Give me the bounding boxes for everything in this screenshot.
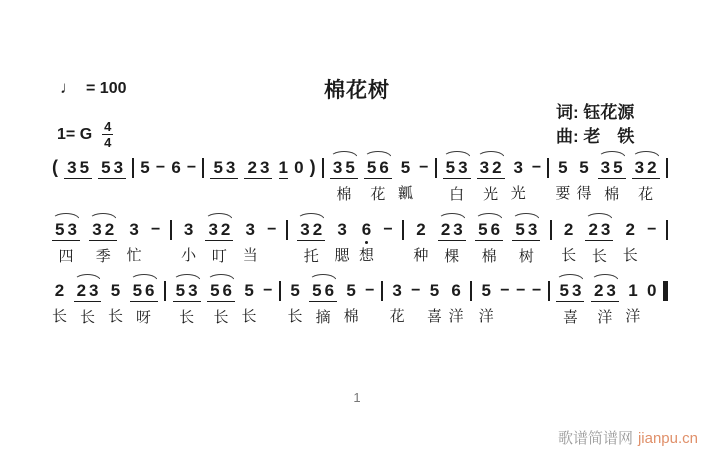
slur-arc (443, 151, 471, 158)
note-group (647, 273, 656, 326)
note-group (205, 212, 233, 266)
slur-slot (127, 212, 142, 220)
note-numbers: 1 (278, 158, 288, 177)
duration-dash: − (150, 221, 161, 238)
slur-slot (364, 150, 392, 158)
octave-dot-slot (171, 178, 180, 184)
octave-dot-slot (98, 179, 126, 185)
note-numbers: 5 (558, 158, 568, 177)
slur-slot (511, 150, 526, 158)
note-numbers: 3 (183, 220, 194, 239)
slur-slot (449, 273, 464, 281)
slur-slot (598, 150, 626, 158)
note-group (244, 150, 272, 204)
note-group (413, 212, 428, 265)
duration-dash: − (365, 282, 375, 299)
note-numbers: 35 (330, 158, 358, 179)
note-group (598, 150, 626, 204)
slur-slot (330, 150, 358, 158)
slur-slot (108, 273, 123, 281)
note-group (181, 212, 196, 265)
lyric-syllable: 花 (389, 308, 405, 325)
slur-slot (181, 212, 196, 220)
lyric-syllable: 四 (58, 248, 74, 265)
note-group (140, 150, 149, 203)
slur-slot (243, 212, 258, 220)
note-group (443, 150, 471, 204)
note-numbers: 23 (244, 158, 272, 179)
lyric-syllable: 棵 (444, 248, 460, 265)
watermark-site-name: 歌谱简谱网 (557, 430, 633, 447)
octave-dot-slot (244, 179, 272, 185)
note-group (632, 150, 660, 204)
lyric-syllable: 长 (561, 247, 577, 264)
lyric-syllable: 树 (518, 248, 534, 265)
note-numbers: 5 (244, 281, 254, 300)
music-system-3 (52, 273, 668, 327)
note-numbers: 23 (438, 220, 466, 241)
slur-slot (577, 150, 592, 158)
site-watermark (558, 427, 698, 448)
slur-slot (140, 150, 149, 158)
note-group (74, 273, 102, 327)
slur-slot (294, 150, 303, 158)
octave-dot-slot (647, 301, 656, 307)
page-number: 1 (353, 390, 361, 405)
duration-dash: − (419, 159, 429, 176)
barline (286, 220, 288, 240)
slur-arc (477, 151, 505, 158)
barline (547, 158, 549, 178)
barline (550, 220, 552, 240)
note-numbers: 3 (337, 220, 347, 239)
note-numbers: 32 (477, 158, 505, 179)
note-numbers: 56 (130, 281, 158, 302)
barline (548, 281, 550, 301)
note-group (309, 273, 337, 327)
lyric-syllable: 瓤 (397, 185, 413, 202)
note-group (479, 273, 494, 326)
note-numbers: 32 (89, 220, 117, 241)
duration-dash: − (532, 282, 542, 299)
barline (279, 281, 281, 301)
note-numbers: 3 (513, 158, 523, 177)
note-numbers: 56 (207, 281, 235, 302)
slur-slot (74, 273, 102, 281)
note-numbers: 5 (290, 281, 300, 300)
slur-arc (364, 151, 392, 158)
note-group (427, 273, 442, 326)
note-numbers: 32 (632, 158, 660, 179)
lyric-syllable: 得 (576, 185, 592, 202)
duration-dash: − (383, 221, 393, 238)
slur-slot (359, 212, 374, 220)
low-octave-dot (365, 241, 368, 244)
note-group (335, 212, 350, 265)
note-numbers: 56 (364, 158, 392, 179)
slur-arc (475, 213, 503, 220)
note-numbers: 53 (512, 220, 540, 241)
slur-slot (647, 273, 656, 281)
slur-slot (210, 150, 238, 158)
note-numbers: 1 (628, 281, 638, 300)
slur-arc (438, 213, 466, 220)
note-numbers: 5 (400, 158, 411, 177)
note-group (98, 150, 126, 204)
lyric-syllable: 白 (449, 186, 465, 203)
note-numbers: 5 (579, 158, 589, 177)
slur-arc (207, 274, 235, 281)
slur-arc (591, 274, 619, 281)
octave-dot-slot (294, 178, 303, 184)
slur-arc (297, 213, 325, 220)
barline (170, 220, 172, 240)
note-group (130, 273, 158, 327)
note-numbers: 53 (173, 281, 201, 302)
lyric-syllable: 长 (591, 248, 607, 265)
slur-slot (242, 273, 257, 281)
slur-arc (130, 274, 158, 281)
key-signature (57, 120, 113, 149)
parenthesis: ) (309, 157, 316, 177)
note-group (294, 150, 303, 203)
key-label: 1= G (57, 125, 93, 143)
lyric-syllable: 长 (52, 308, 68, 325)
slur-slot (297, 212, 325, 220)
slur-slot (390, 273, 405, 281)
note-numbers: 2 (625, 220, 635, 239)
octave-dot-slot (140, 178, 149, 184)
note-numbers: 35 (64, 158, 92, 179)
note-group (623, 212, 638, 265)
note-group (243, 212, 258, 265)
note-group (585, 212, 613, 266)
note-numbers: 53 (98, 158, 126, 179)
lyric-syllable: 喜 (562, 309, 578, 326)
slur-slot (64, 150, 92, 158)
note-group (475, 212, 503, 266)
note-group (390, 273, 405, 326)
lyric-syllable: 棉 (343, 308, 359, 325)
note-group (344, 273, 359, 326)
lyric-syllable: 花 (370, 186, 386, 203)
lyric-syllable: 忙 (126, 247, 142, 264)
note-group (52, 273, 67, 326)
lyric-syllable: 光 (510, 185, 526, 202)
note-group (449, 273, 464, 326)
note-numbers: 3 (129, 220, 139, 239)
lyric-syllable: 喜 (427, 308, 443, 325)
note-group (561, 212, 576, 265)
lyric-syllable: 托 (303, 248, 319, 265)
lyric-syllable: 长 (213, 309, 229, 326)
slur-slot (173, 273, 201, 281)
barline (470, 281, 472, 301)
song-title: 棉花树 (324, 79, 390, 102)
duration-dash: − (516, 282, 526, 299)
slur-slot (98, 150, 126, 158)
barline (381, 281, 383, 301)
slur-arc (330, 151, 358, 158)
slur-slot (288, 273, 303, 281)
slur-slot (279, 150, 288, 158)
duration-dash: − (267, 221, 277, 238)
note-group (64, 150, 92, 204)
lyric-syllable: 洋 (625, 308, 641, 325)
note-group (108, 273, 123, 326)
note-numbers: 5 (140, 158, 150, 177)
lyric-syllable: 摘 (315, 309, 331, 326)
note-group (364, 150, 392, 204)
lyric-syllable: 花 (638, 186, 654, 203)
slur-slot (207, 273, 235, 281)
note-numbers: 6 (171, 158, 181, 177)
lyric-syllable: 长 (622, 247, 638, 264)
note-numbers: 23 (74, 281, 102, 302)
note-numbers: 5 (110, 281, 121, 300)
note-group (52, 212, 80, 266)
note-numbers: 0 (294, 158, 304, 177)
duration-dash: − (531, 159, 542, 176)
lyric-syllable: 洋 (478, 308, 494, 325)
slur-slot (205, 212, 233, 220)
duration-dash: − (263, 282, 273, 299)
lyric-syllable: 长 (80, 309, 96, 326)
music-system-1 (52, 150, 668, 204)
music-system-2 (52, 212, 668, 266)
slur-slot (427, 273, 442, 281)
lyric-syllable: 长 (108, 308, 124, 325)
octave-dot-slot (64, 179, 92, 185)
lyric-syllable: 棉 (481, 248, 497, 265)
time-signature (102, 120, 113, 149)
slur-slot (585, 212, 613, 220)
lyric-syllable: 叮 (211, 248, 227, 265)
slur-slot (477, 150, 505, 158)
note-group (279, 150, 288, 204)
lyric-syllable: 腮 (334, 247, 350, 264)
note-group (89, 212, 117, 266)
watermark-url: jianpu.cn (637, 430, 698, 447)
note-group (242, 273, 257, 326)
barline (666, 158, 668, 178)
composer-credit: 曲: 老 铁 (556, 127, 635, 146)
barline (202, 158, 204, 178)
slur-slot (561, 212, 576, 220)
note-numbers: 6 (451, 281, 461, 300)
barline (132, 158, 134, 178)
barline (402, 220, 404, 240)
note-group (555, 150, 570, 203)
note-numbers: 3 (392, 281, 402, 300)
slur-arc (632, 151, 660, 158)
note-numbers: 56 (475, 220, 503, 241)
slur-slot (52, 273, 67, 281)
note-numbers: 5 (346, 281, 356, 300)
note-numbers: 5 (481, 281, 491, 300)
note-group (556, 273, 584, 327)
lyric-syllable: 季 (95, 248, 111, 265)
lyric-syllable: 要 (555, 185, 571, 202)
slur-slot (52, 212, 80, 220)
slur-slot (479, 273, 494, 281)
note-numbers: 23 (585, 220, 613, 241)
barline (164, 281, 166, 301)
slur-slot (623, 212, 638, 220)
note-group (359, 212, 374, 265)
note-group (477, 150, 505, 204)
octave-dot-slot (210, 179, 238, 185)
duration-dash: − (647, 221, 657, 238)
note-group (173, 273, 201, 327)
note-group (288, 273, 303, 326)
note-numbers: 2 (54, 281, 65, 300)
barline (435, 158, 437, 178)
note-numbers: 2 (563, 220, 574, 239)
note-numbers: 53 (52, 220, 80, 241)
note-group (297, 212, 325, 266)
slur-arc (74, 274, 102, 281)
slur-slot (171, 150, 180, 158)
final-barline (663, 281, 668, 301)
lyric-syllable: 棉 (336, 186, 352, 203)
slur-slot (556, 273, 584, 281)
slur-slot (443, 150, 471, 158)
lyricist-credit: 词: 钰花源 (556, 103, 635, 122)
slur-slot (335, 212, 350, 220)
note-numbers: 3 (245, 220, 255, 239)
slur-slot (591, 273, 619, 281)
note-group (512, 212, 540, 266)
note-group (330, 150, 358, 204)
slur-slot (475, 212, 503, 220)
barline (322, 158, 324, 178)
note-numbers: 2 (416, 220, 426, 239)
lyric-syllable: 洋 (597, 309, 613, 326)
lyric-syllable: 想 (358, 247, 374, 264)
slur-slot (309, 273, 337, 281)
duration-dash: − (186, 159, 197, 176)
note-numbers: 6 (361, 220, 372, 239)
note-group (207, 273, 235, 327)
credits-block (556, 101, 634, 149)
slur-slot (625, 273, 640, 281)
slur-slot (438, 212, 466, 220)
slur-slot (130, 273, 158, 281)
note-numbers: 53 (443, 158, 471, 179)
lyric-syllable: 长 (179, 309, 195, 326)
slur-slot (555, 150, 570, 158)
slur-slot (632, 150, 660, 158)
note-group (577, 150, 592, 203)
slur-arc (309, 274, 337, 281)
quarter-note-icon: ♩ (60, 78, 77, 97)
lyric-syllable: 当 (242, 247, 258, 264)
lyric-syllable: 光 (483, 186, 499, 203)
note-group (438, 212, 466, 266)
slur-slot (244, 150, 272, 158)
note-numbers: 56 (309, 281, 337, 302)
note-group (511, 150, 526, 203)
lyric-syllable: 呀 (136, 309, 152, 326)
slur-arc (598, 151, 626, 158)
note-numbers: 32 (205, 220, 233, 241)
slur-slot (512, 212, 540, 220)
lyric-syllable: 长 (241, 308, 257, 325)
slur-arc (52, 213, 80, 220)
note-numbers: 53 (556, 281, 584, 302)
parenthesis: ( (52, 157, 58, 177)
octave-dot-slot (279, 179, 288, 185)
note-group (625, 273, 640, 326)
note-numbers: 0 (646, 281, 657, 300)
note-group (210, 150, 238, 204)
note-group (398, 150, 413, 203)
slur-slot (398, 150, 413, 158)
lyric-syllable: 洋 (448, 308, 464, 325)
note-group (171, 150, 180, 203)
note-numbers: 5 (429, 281, 440, 300)
note-group (127, 212, 142, 265)
slur-arc (89, 213, 117, 220)
time-signature-numerator: 4 (104, 119, 112, 134)
slur-arc (173, 274, 201, 281)
slur-arc (205, 213, 233, 220)
note-numbers: 53 (210, 158, 238, 179)
note-numbers: 35 (598, 158, 626, 179)
duration-dash: − (155, 159, 166, 176)
note-group (591, 273, 619, 327)
note-numbers: 32 (297, 220, 325, 241)
slur-slot (89, 212, 117, 220)
time-signature-denominator: 4 (104, 135, 112, 150)
slur-slot (344, 273, 359, 281)
lyric-syllable: 棉 (604, 186, 620, 203)
note-numbers: 23 (591, 281, 619, 302)
slur-arc (556, 274, 584, 281)
tempo-value: = 100 (86, 80, 127, 97)
slur-arc (585, 213, 613, 220)
slur-arc (512, 213, 540, 220)
duration-dash: − (411, 282, 421, 299)
slur-slot (413, 212, 428, 220)
lyric-syllable: 小 (181, 247, 197, 264)
lyric-syllable: 长 (287, 308, 303, 325)
lyric-syllable: 种 (413, 247, 429, 264)
barline (666, 220, 668, 240)
duration-dash: − (500, 282, 510, 299)
